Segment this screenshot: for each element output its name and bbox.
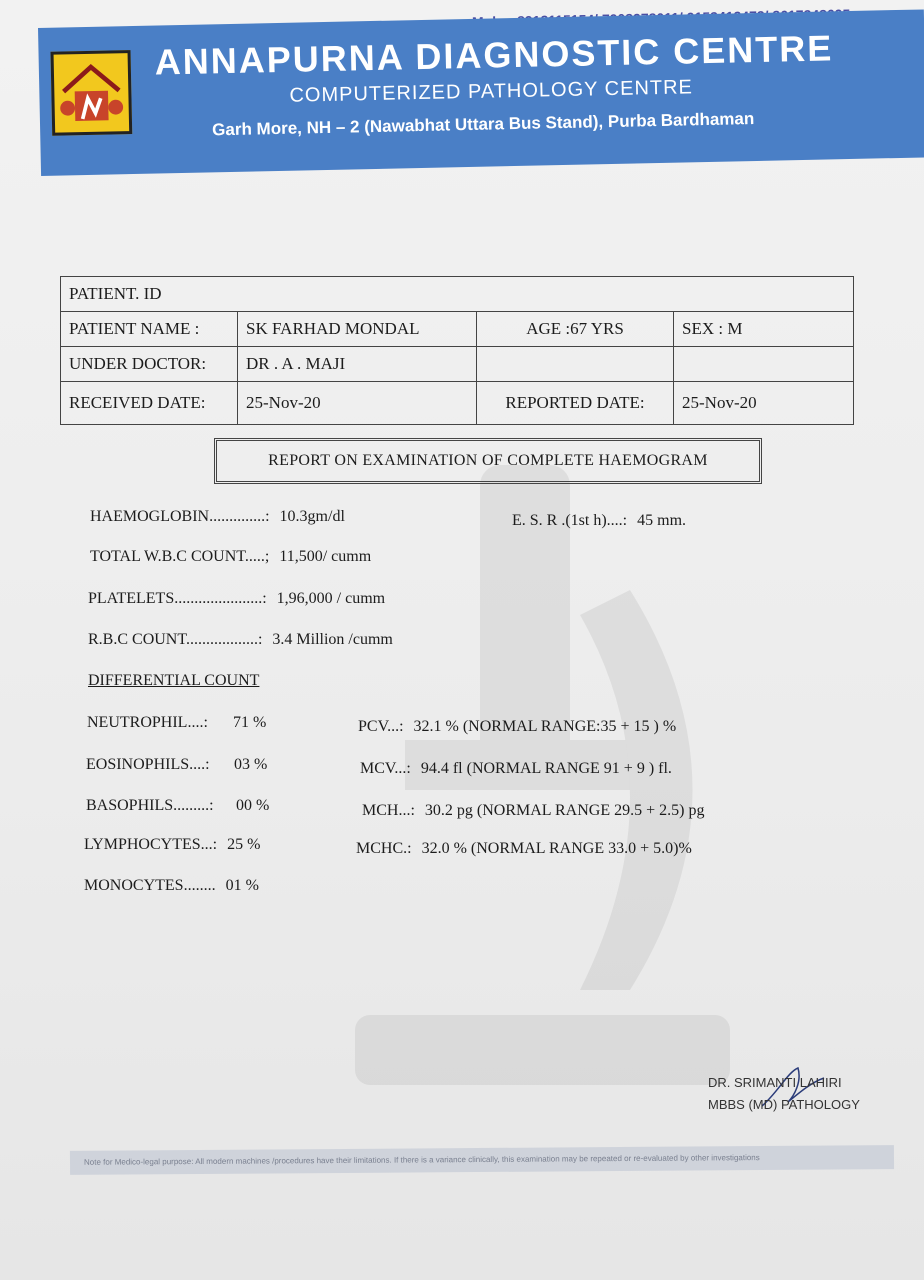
patient-sex: SEX : M (674, 312, 854, 347)
patient-name-label: PATIENT NAME : (61, 312, 238, 347)
mchc-row (356, 840, 692, 858)
pathologist-name: DR. SRIMANTI LAHIRI (708, 1075, 842, 1090)
patient-name-value: SK FARHAD MONDAL (238, 312, 477, 347)
mcv-value: 94.4 fl (NORMAL RANGE 91 + 9 ) fl. (420, 760, 672, 777)
patient-age: AGE :67 YRS (477, 312, 674, 347)
pcv-row (358, 718, 676, 736)
doctor-label: UNDER DOCTOR: (61, 347, 238, 382)
lymphocytes-row (84, 836, 260, 854)
neutrophil-row (87, 714, 266, 732)
received-date-value: 25-Nov-20 (238, 382, 477, 425)
pathologist-degree: MBBS (MD) PATHOLOGY (708, 1097, 860, 1112)
microscope-watermark-icon (270, 440, 790, 1140)
mcv-label: MCV...: (360, 760, 411, 777)
mch-value: 30.2 pg (NORMAL RANGE 29.5 + 2.5) pg (424, 802, 705, 819)
mch-label: MCH...: (362, 802, 415, 819)
centre-subtitle: COMPUTERIZED PATHOLOGY CENTRE (289, 76, 694, 107)
neutrophil-value: 71 % (233, 714, 267, 731)
received-date-label: RECEIVED DATE: (61, 382, 238, 425)
monocytes-value: 01 % (225, 877, 259, 894)
footer-note-bar (70, 1145, 894, 1175)
monocytes-label: MONOCYTES........ (84, 877, 216, 894)
wbc-row (90, 548, 371, 566)
platelets-row (88, 590, 385, 608)
empty-cell (477, 347, 674, 382)
lymphocytes-value: 25 % (227, 836, 261, 853)
neutrophil-label: NEUTROPHIL....: (87, 714, 208, 731)
rbc-value: 3.4 Million /cumm (272, 631, 393, 648)
lymphocytes-label: LYMPHOCYTES...: (84, 836, 218, 853)
monocytes-row (84, 877, 259, 895)
pathologist-signature (708, 1072, 860, 1116)
haemoglobin-value: 10.3gm/dl (279, 508, 345, 525)
reported-date-value: 25-Nov-20 (674, 382, 854, 425)
reported-date-label: REPORTED DATE: (477, 382, 674, 425)
patient-info-table (60, 276, 854, 425)
mchc-label: MCHC.: (356, 840, 412, 857)
empty-cell (674, 347, 854, 382)
mch-row (362, 802, 704, 820)
wbc-label: TOTAL W.B.C COUNT.....; (90, 548, 270, 565)
basophils-value: 00 % (236, 797, 270, 814)
centre-address: Garh More, NH – 2 (Nawabhat Uttara Bus Stand), Purba Bardhaman (211, 109, 755, 140)
differential-heading: DIFFERENTIAL COUNT (88, 672, 260, 689)
rbc-label: R.B.C COUNT..................: (88, 631, 263, 648)
haemoglobin-label: HAEMOGLOBIN..............: (90, 508, 270, 525)
letterhead-banner (38, 9, 924, 176)
home-logo-icon (50, 50, 132, 136)
wbc-value: 11,500/ cumm (279, 548, 372, 565)
eosinophils-label: EOSINOPHILS....: (86, 756, 210, 773)
basophils-row (86, 797, 269, 815)
pcv-value: 32.1 % (NORMAL RANGE:35 + 15 ) % (413, 718, 677, 735)
platelets-value: 1,96,000 / cumm (276, 590, 386, 607)
pcv-label: PCV...: (358, 718, 404, 735)
eosinophils-value: 03 % (234, 756, 268, 773)
footer-note: Note for Medico-legal purpose: All modern machines /procedures have their limitations. If there is a variance clinically, this examination may be repeated or re-evaluated by other investigations (83, 1153, 760, 1167)
mcv-row (360, 760, 672, 778)
mchc-value: 32.0 % (NORMAL RANGE 33.0 + 5.0)% (421, 840, 692, 857)
esr-label: E. S. R .(1st h)....: (512, 512, 628, 529)
doctor-value: DR . A . MAJI (238, 347, 477, 382)
centre-name: ANNAPURNA DIAGNOSTIC CENTRE (154, 27, 834, 83)
basophils-label: BASOPHILS.........: (86, 797, 214, 814)
haemoglobin-row (90, 508, 345, 526)
esr-value: 45 mm. (637, 512, 687, 529)
rbc-row (88, 631, 393, 649)
report-title: REPORT ON EXAMINATION OF COMPLETE HAEMOGRAM (214, 438, 762, 484)
patient-id-label: PATIENT. ID (61, 277, 854, 312)
eosinophils-row (86, 756, 267, 774)
esr-row (512, 512, 686, 530)
platelets-label: PLATELETS......................: (88, 590, 267, 607)
